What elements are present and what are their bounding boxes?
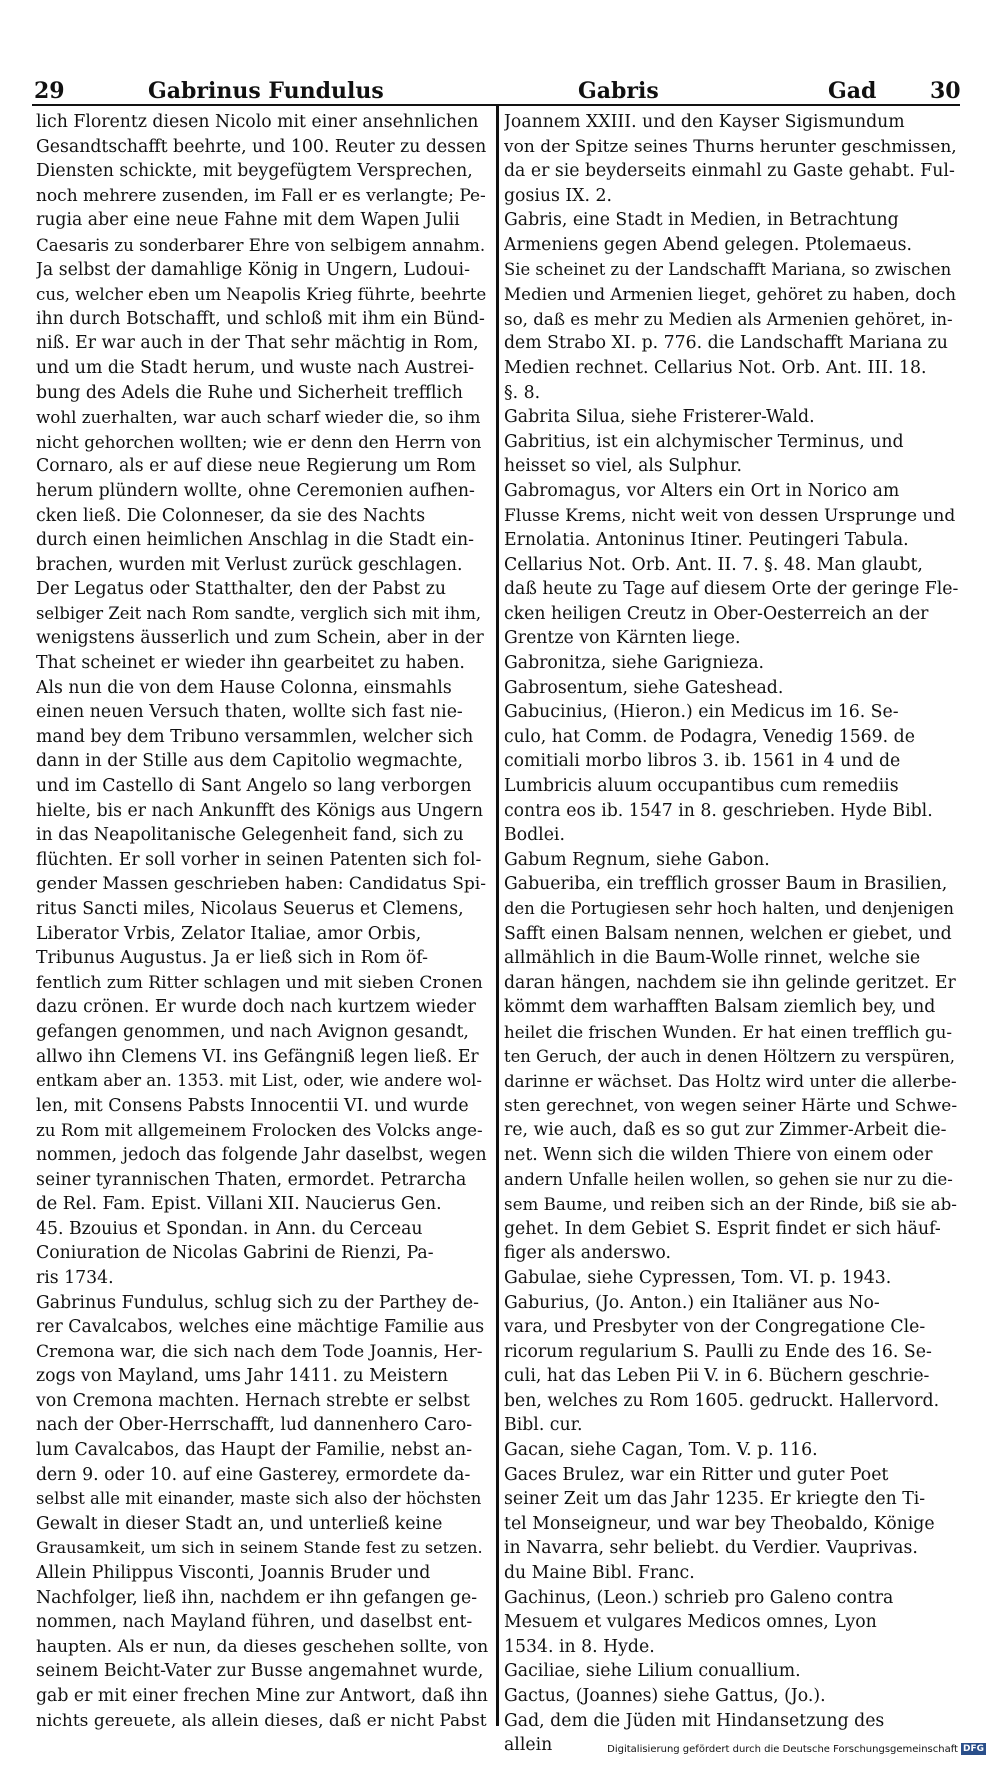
text-line: flüchten. Er soll vorher in seinen Patenten sich fol- bbox=[36, 849, 482, 870]
text-line: hielte, bis er nach Ankunfft des Königs aus Ungern bbox=[36, 800, 484, 821]
running-title-center: Gabris bbox=[578, 78, 659, 104]
footer-text: Digitalisierung gefördert durch die Deutsche Forschungsgemeinschaft bbox=[607, 1743, 958, 1755]
text-line: Caesaris zu sonderbarer Ehre von selbigem annahm. bbox=[36, 234, 486, 255]
text-line: ricorum regularium S. Paulli zu Ende des 16. Se- bbox=[504, 1341, 932, 1362]
text-line: Gabromagus, vor Alters ein Ort in Norico am bbox=[504, 480, 900, 501]
text-line: herum plündern wollte, ohne Ceremonien aufhen- bbox=[36, 480, 475, 501]
text-line: Gad, dem die Jüden mit Hindansetzung des bbox=[504, 1710, 885, 1731]
text-line: Ja selbst der damahlige König in Ungern, Ludoui- bbox=[36, 259, 470, 280]
text-line: ihn durch Botschafft, und schloß mit ihm ein Bünd- bbox=[36, 308, 485, 329]
text-line: Gewalt in dieser Stadt an, und unterließ keine bbox=[36, 1513, 443, 1534]
text-line: Der Legatus oder Statthalter, den der Pabst zu bbox=[36, 579, 446, 600]
text-line: Gabueriba, ein trefflich grosser Baum in Brasilien, bbox=[504, 874, 948, 895]
text-line: Cremona war, die sich nach dem Tode Joannis, Her- bbox=[36, 1341, 483, 1362]
text-line: niß. Er war auch in der That sehr mächtig in Rom, bbox=[36, 333, 479, 354]
text-line: Mesuem et vulgares Medicos omnes, Lyon bbox=[504, 1612, 877, 1633]
text-line: Gabronitza, siehe Garignieza. bbox=[504, 653, 765, 674]
text-line: entkam aber an. 1353. mit List, oder, wie andere wol- bbox=[36, 1071, 482, 1091]
text-line: Gaciliae, siehe Lilium conuallium. bbox=[504, 1661, 801, 1682]
running-title-left: Gabrinus Fundulus bbox=[148, 78, 384, 104]
text-line: bung des Adels die Ruhe und Sicherheit trefflich bbox=[36, 382, 463, 403]
text-line: kömmt dem warhafften Balsam ziemlich bey, und bbox=[504, 997, 936, 1018]
text-line: culo, hat Comm. de Podagra, Venedig 1569. de bbox=[504, 726, 915, 747]
text-line: brachen, wurden mit Verlust zurück geschlagen. bbox=[36, 554, 463, 575]
text-line: Gabrosentum, siehe Gateshead. bbox=[504, 677, 784, 698]
text-line: ten Geruch, der auch in denen Höltzern zu verspüren, bbox=[504, 1046, 956, 1066]
text-line: mand bey dem Tribuno versammlen, welcher sich bbox=[36, 726, 474, 747]
page-number-left: 29 bbox=[34, 78, 65, 104]
text-line: nommen, jedoch das folgende Jahr daselbst, wegen bbox=[36, 1144, 487, 1165]
text-line: gefangen genommen, und nach Avignon gesandt, bbox=[36, 1021, 469, 1042]
text-line: und im Castello di Sant Angelo so lang verborgen bbox=[36, 776, 472, 797]
text-line: Nachfolger, ließ ihn, nachdem er ihn gefangen ge- bbox=[36, 1587, 478, 1608]
text-line: in Navarra, sehr beliebt. du Verdier. Vauprivas. bbox=[504, 1538, 918, 1559]
text-line: Safft einen Balsam nennen, welchen er giebet, und bbox=[504, 923, 952, 944]
text-line: Lumbricis aluum occupantibus cum remediis bbox=[504, 776, 899, 797]
text-line: dann in der Stille aus dem Capitolio wegmachte, bbox=[36, 751, 464, 772]
text-line: contra eos ib. 1547 in 8. geschrieben. Hyde Bibl. bbox=[504, 800, 933, 821]
text-line: von der Spitze seines Thurns herunter geschmissen, bbox=[504, 136, 957, 157]
text-line: fentlich zum Ritter schlagen und mit sieben Cronen bbox=[36, 972, 483, 993]
text-line: Allein Philippus Visconti, Joannis Bruder und bbox=[36, 1563, 431, 1584]
text-line: gosius IX. 2. bbox=[504, 185, 612, 206]
text-line: Armeniens gegen Abend gelegen. Ptolemaeus. bbox=[504, 234, 912, 255]
text-line: noch mehrere zusenden, im Fall er es verlangte; Pe- bbox=[36, 185, 486, 206]
text-line: dem Strabo XI. p. 776. die Landschafft Mariana zu bbox=[504, 333, 948, 354]
text-line: lum Cavalcabos, das Haupt der Familie, nebst an- bbox=[36, 1440, 473, 1461]
text-line: cken heiligen Creutz in Ober-Oesterreich an der bbox=[504, 603, 929, 624]
text-line: Gabucinius, (Hieron.) ein Medicus im 16. Se- bbox=[504, 702, 899, 723]
text-line: heilet die frischen Wunden. Er hat einen trefflich gu- bbox=[504, 1021, 952, 1042]
text-line: Gachinus, (Leon.) schrieb pro Galeno contra bbox=[504, 1587, 894, 1608]
text-line: Liberator Vrbis, Zelator Italiae, amor Orbis, bbox=[36, 923, 422, 944]
text-line: Gabulae, siehe Cypressen, Tom. VI. p. 1943. bbox=[504, 1267, 892, 1288]
text-line: lich Florentz diesen Nicolo mit einer ansehnlichen bbox=[36, 112, 479, 132]
text-line: Gactus, (Joannes) siehe Gattus, (Jo.). bbox=[504, 1686, 826, 1706]
text-line: von Cremona machten. Hernach strebte er selbst bbox=[36, 1390, 470, 1411]
text-line: du Maine Bibl. Franc. bbox=[504, 1563, 695, 1584]
text-line: nicht gehorchen wollten; wie er denn den Herrn von bbox=[36, 431, 482, 452]
text-line: zogs von Mayland, ums Jahr 1411. zu Meistern bbox=[36, 1366, 449, 1387]
text-line: in das Neapolitanische Gelegenheit fand, sich zu bbox=[36, 825, 464, 846]
text-line: seiner tyrannischen Thaten, ermordet. Petrarcha bbox=[36, 1169, 467, 1190]
text-line: Medien und Armenien lieget, gehöret zu haben, doch bbox=[504, 284, 957, 305]
text-line: wenigstens äusserlich und zum Schein, aber in der bbox=[36, 628, 484, 649]
running-title-right: Gad bbox=[828, 78, 877, 104]
text-line: selbst alle mit einander, maste sich also der höchsten bbox=[36, 1489, 482, 1509]
text-line: 45. Bzouius et Spondan. in Ann. du Cerceau bbox=[36, 1218, 423, 1239]
page-number-right: 30 bbox=[930, 78, 961, 104]
text-line: seiner Zeit um das Jahr 1235. Er kriegte den Ti- bbox=[504, 1489, 926, 1510]
text-line: §. 8. bbox=[504, 382, 541, 403]
text-line: selbiger Zeit nach Rom sandte, verglich sich mit ihm, bbox=[36, 603, 482, 623]
text-line: re, wie auch, daß es so gut zur Zimmer-Arbeit die- bbox=[504, 1120, 947, 1141]
text-line: gehet. In dem Gebiet S. Esprit findet er sich häuf- bbox=[504, 1218, 941, 1239]
text-line: Cellarius Not. Orb. Ant. II. 7. §. 48. Man glaubt, bbox=[504, 554, 923, 575]
text-line: so, daß es mehr zu Medien als Armenien gehöret, in- bbox=[504, 308, 953, 329]
text-line: einen neuen Versuch thaten, wollte sich fast nie- bbox=[36, 702, 463, 723]
text-line: Gabrita Silua, siehe Fristerer-Wald. bbox=[504, 407, 815, 428]
text-line: daß heute zu Tage auf diesem Orte der geringe Fle- bbox=[504, 579, 958, 600]
text-line: figer als anderswo. bbox=[504, 1243, 671, 1264]
text-line: gender Massen geschrieben haben: Candidatus Spi- bbox=[36, 874, 486, 895]
text-line: seinem Beicht-Vater zur Busse angemahnet wurde, bbox=[36, 1661, 484, 1682]
text-line: Ernolatia. Antoninus Itiner. Peutingeri Tabula. bbox=[504, 530, 909, 551]
text-line: Sie scheinet zu der Landschafft Mariana, so zwischen bbox=[504, 259, 952, 279]
text-line: Cornaro, als er auf diese neue Regierung um Rom bbox=[36, 456, 477, 477]
text-line: Gabritius, ist ein alchymischer Terminus, und bbox=[504, 431, 904, 452]
text-line: cus, welcher eben um Neapolis Krieg führte, beehrte bbox=[36, 284, 487, 305]
text-line: und um die Stadt herum, und wuste nach Austrei- bbox=[36, 357, 475, 378]
text-line: ritus Sancti miles, Nicolaus Seuerus et Clemens, bbox=[36, 899, 464, 919]
text-line: tel Monseigneur, und war bey Theobaldo, Könige bbox=[504, 1513, 935, 1534]
text-line: Gabris, eine Stadt in Medien, in Betrachtung bbox=[504, 210, 899, 231]
text-line: 1534. in 8. Hyde. bbox=[504, 1636, 655, 1657]
text-line: heisset so viel, als Sulphur. bbox=[504, 456, 742, 477]
text-line: da er sie beyderseits einmahl zu Gaste gehabt. Ful- bbox=[504, 161, 955, 182]
text-line: nichts gereuete, als allein dieses, daß er nicht Pabst bbox=[36, 1710, 487, 1731]
text-line: allmählich in die Baum-Wolle rinnet, welche sie bbox=[504, 948, 921, 969]
text-line: de Rel. Fam. Epist. Villani XII. Naucierus Gen. bbox=[36, 1194, 442, 1215]
text-line: haupten. Als er nun, da dieses geschehen sollte, von bbox=[36, 1636, 488, 1657]
text-line: durch einen heimlichen Anschlag in die Stadt ein- bbox=[36, 530, 474, 551]
text-line: ben, welches zu Rom 1605. gedruckt. Hallervord. bbox=[504, 1390, 940, 1411]
text-line: Gaces Brulez, war ein Ritter und guter Poet bbox=[504, 1464, 889, 1485]
text-line: zu Rom mit allgemeinem Frolocken des Volcks ange- bbox=[36, 1120, 483, 1141]
text-line: daran hängen, nachdem sie ihn gelinde geritzet. Er bbox=[504, 972, 956, 993]
text-line: darinne er wächset. Das Holtz wird unter die allerbe- bbox=[504, 1071, 957, 1092]
text-line: ris 1734. bbox=[36, 1267, 114, 1288]
text-line: Gesandtschafft beehrte, und 100. Reuter zu dessen bbox=[36, 136, 487, 157]
text-line: Flusse Krems, nicht weit von dessen Ursprunge und bbox=[504, 505, 956, 526]
text-line: Grentze von Kärnten liege. bbox=[504, 628, 741, 649]
text-line: allwo ihn Clemens VI. ins Gefängniß legen ließ. Er bbox=[36, 1046, 479, 1067]
text-line: sem Baume, und reiben sich an der Rinde, biß sie ab- bbox=[504, 1194, 957, 1215]
text-line: Als nun die von dem Hause Colonna, einsmahls bbox=[36, 677, 452, 698]
text-line: vara, und Presbyter von der Congregatione Cle- bbox=[504, 1317, 926, 1338]
text-line: Coniuration de Nicolas Gabrini de Rienzi, Pa- bbox=[36, 1243, 434, 1264]
text-line: dazu crönen. Er wurde doch nach kurtzem wieder bbox=[36, 997, 476, 1018]
text-line: len, mit Consens Pabsts Innocentii VI. und wurde bbox=[36, 1095, 469, 1116]
dfg-logo: DFG bbox=[962, 1744, 984, 1754]
text-line: andern Unfalle heilen wollen, so gehen sie nur zu die- bbox=[504, 1169, 953, 1189]
text-line: Diensten schickte, mit beygefügtem Versprechen, bbox=[36, 161, 473, 182]
text-line: culi, hat das Leben Pii V. in 6. Büchern geschrie- bbox=[504, 1366, 930, 1387]
text-line: rugia aber eine neue Fahne mit dem Wapen Julii bbox=[36, 210, 460, 231]
text-line: dern 9. oder 10. auf eine Gasterey, ermordete da- bbox=[36, 1464, 471, 1485]
left-column bbox=[36, 110, 488, 1733]
text-line: Tribunus Augustus. Ja er ließ sich in Rom öf- bbox=[36, 948, 428, 969]
text-line: Gaburius, (Jo. Anton.) ein Italiäner aus No- bbox=[504, 1292, 880, 1313]
text-line: cken ließ. Die Colonneser, da sie des Nachts bbox=[36, 505, 426, 526]
text-line: net. Wenn sich die wilden Thiere von einem oder bbox=[504, 1144, 933, 1165]
text-line: den die Portugiesen sehr hoch halten, und denjenigen bbox=[504, 899, 954, 918]
text-line: Bodlei. bbox=[504, 825, 565, 846]
text-line: Medien rechnet. Cellarius Not. Orb. Ant. III. 18. bbox=[504, 357, 927, 378]
text-line: Grausamkeit, um sich in seinem Stande fest zu setzen. bbox=[36, 1538, 483, 1558]
text-line: rer Cavalcabos, welches eine mächtige Familie aus bbox=[36, 1317, 485, 1338]
text-line: That scheinet er wieder ihn gearbeitet zu haben. bbox=[36, 653, 465, 674]
text-line: comitiali morbo libros 3. ib. 1561 in 4 und de bbox=[504, 751, 901, 772]
text-line: nach der Ober-Herrschafft, lud dannenhero Caro- bbox=[36, 1415, 473, 1436]
text-line: nommen, nach Mayland führen, und daselbst ent- bbox=[36, 1612, 473, 1633]
text-line: Gabrinus Fundulus, schlug sich zu der Parthey de- bbox=[36, 1292, 479, 1313]
text-line: Gacan, siehe Cagan, Tom. V. p. 116. bbox=[504, 1440, 818, 1461]
text-line: sten gerechnet, von wegen seiner Härte und Schwe- bbox=[504, 1095, 958, 1116]
text-line: Gabum Regnum, siehe Gabon. bbox=[504, 849, 770, 870]
right-column bbox=[504, 110, 958, 1758]
text-line: Bibl. cur. bbox=[504, 1415, 583, 1436]
text-line: Joannem XXIII. und den Kayser Sigismundum bbox=[504, 112, 905, 132]
column-divider bbox=[496, 106, 499, 1726]
text-line: gab er mit einer frechen Mine zur Antwort, daß ihn bbox=[36, 1686, 488, 1706]
text-line: allein bbox=[504, 1735, 553, 1756]
footer bbox=[607, 1743, 986, 1755]
text-line: wohl zuerhalten, war auch scharf wieder die, so ihm bbox=[36, 407, 481, 428]
